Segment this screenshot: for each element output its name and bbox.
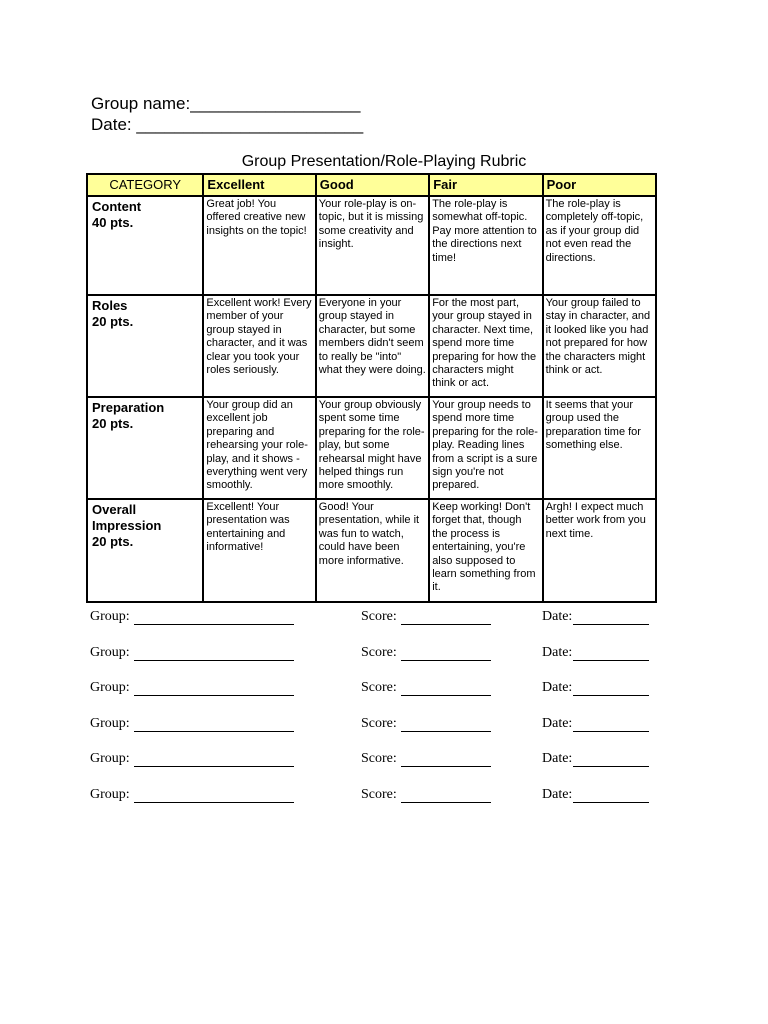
excellent-cell: Excellent! Your presentation was entertaining and informative! [203,499,315,602]
criterion-points: 20 pts. [92,314,134,329]
criterion-points: 20 pts. [92,534,134,549]
criterion-points: 20 pts. [92,416,134,431]
group-blank[interactable] [134,609,294,625]
date-label: Date: [542,609,573,624]
criterion-name: Content [92,199,142,214]
poor-cell: It seems that your group used the preparation time for something else. [543,397,656,499]
rubric-title [0,152,768,172]
score-blank[interactable] [401,680,491,696]
score-label: Score: [361,644,397,660]
date-line: Date: ________________________ [91,115,364,134]
date-label: Date: [542,751,573,767]
date-blank[interactable] [573,645,649,661]
poor-cell: Argh! I expect much better work from you next time. [543,499,656,602]
date-label: Date: [542,644,573,660]
date-blank[interactable] [573,609,649,625]
col-header-poor: Poor [543,174,656,196]
group-label: Group: [90,644,130,660]
fair-cell: Keep working! Don't forget that, though the process is entertaining, you're also supposed to learn something from it. [429,499,542,602]
date-blank[interactable] [573,787,649,803]
group-name-line: Group name:__________________ [91,94,361,113]
criterion-cell [87,196,203,295]
criterion-cell [87,397,203,499]
col-header-excellent: Excellent [203,174,315,196]
criterion-name: Preparation [92,400,165,415]
score-blank[interactable] [401,787,491,803]
rubric-row-roles [87,295,656,397]
score-label: Score: [361,715,397,731]
score-label: Score: [361,680,397,696]
score-row [90,716,690,752]
rubric-row-content [87,196,656,295]
group-label: Group: [90,751,130,767]
score-row [90,751,690,787]
poor-cell: Your group failed to stay in character, and it looked like you had not prepared for how the characters might think or act. [543,295,656,397]
good-cell: Your group obviously spent some time preparing for the role-play, but some rehearsal might have helped things run more smoothly. [316,397,429,499]
date-label: Date: [542,680,573,696]
rubric-row-preparation [87,397,656,499]
criterion-cell [87,295,203,397]
group-blank[interactable] [134,680,294,696]
fair-cell: The role-play is somewhat off-topic. Pay more attention to the directions next time! [429,196,542,295]
poor-cell: The role-play is completely off-topic, as if your group did not even read the directions. [543,196,656,295]
excellent-cell: Your group did an excellent job preparing and rehearsing your role-play, and it shows - everything went very smoothly. [203,397,315,499]
date-label: Date: [542,786,573,802]
score-row [90,645,690,681]
criterion-name: Overall Impression [92,502,162,533]
score-blank[interactable] [401,716,491,732]
score-row [90,787,690,823]
group-label: Group: [90,715,130,731]
good-cell: Good! Your presentation, while it was fun to watch, could have been more informative. [316,499,429,602]
date-blank[interactable] [573,751,649,767]
score-label: Score: [361,609,397,624]
rubric-title-text: Group Presentation/Role-Playing Rubric [241,153,527,170]
score-row [90,680,690,716]
group-blank[interactable] [134,787,294,803]
criterion-cell [87,499,203,602]
score-blank[interactable] [401,645,491,661]
criterion-points: 40 pts. [92,215,134,230]
rubric-header-row [87,174,656,196]
excellent-cell: Excellent work! Every member of your group stayed in character, and it was clear you took your roles seriously. [203,295,315,397]
group-label: Group: [90,680,130,696]
score-entry-section [90,609,690,823]
group-label: Group: [90,609,130,624]
col-header-good: Good [316,174,429,196]
date-blank[interactable] [573,716,649,732]
date-label: Date: [542,715,573,731]
excellent-cell: Great job! You offered creative new insights on the topic! [203,196,315,295]
fair-cell: Your group needs to spend more time preparing for the role-play. Reading lines from a script is a sure sign you're not prepared. [429,397,542,499]
col-header-fair: Fair [429,174,542,196]
rubric-row-overall-impression [87,499,656,602]
fair-cell: For the most part, your group stayed in character. Next time, spend more time preparing for how the characters might think or act. [429,295,542,397]
score-row [90,609,690,645]
col-header-category: CATEGORY [87,174,203,196]
score-blank[interactable] [401,751,491,767]
rubric-table [86,173,657,603]
date-blank[interactable] [573,680,649,696]
good-cell: Everyone in your group stayed in character, but some members didn't seem to really be "into" what they were doing. [316,295,429,397]
group-blank[interactable] [134,716,294,732]
score-blank[interactable] [401,609,491,625]
criterion-name: Roles [92,298,128,313]
group-blank[interactable] [134,751,294,767]
score-label: Score: [361,751,397,767]
group-label: Group: [90,786,130,802]
score-label: Score: [361,786,397,802]
group-blank[interactable] [134,645,294,661]
good-cell: Your role-play is on-topic, but it is missing some creativity and insight. [316,196,429,295]
